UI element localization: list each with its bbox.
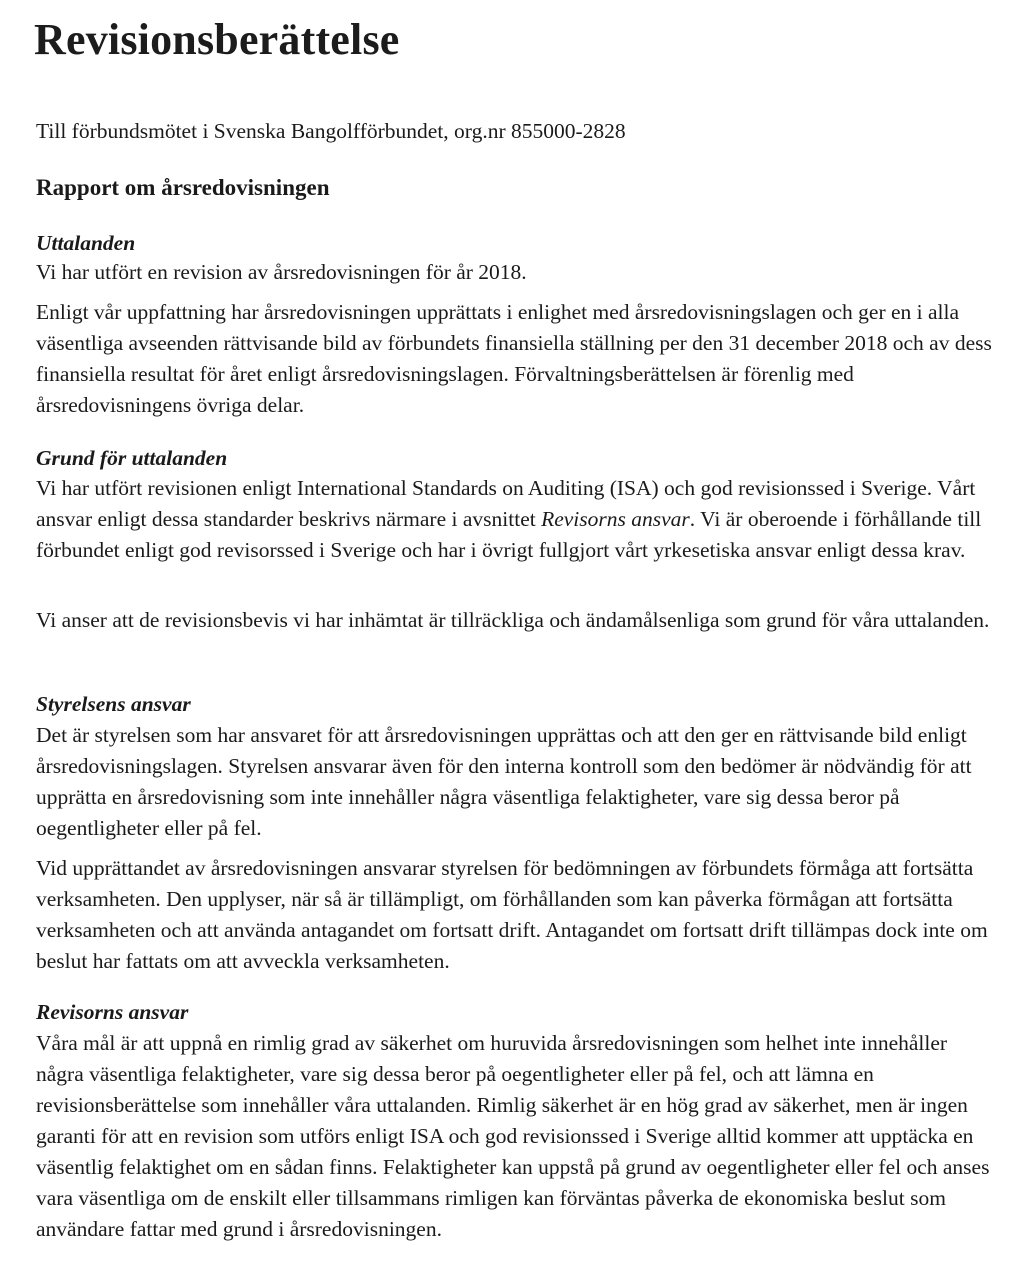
section-heading-grund: Grund för uttalanden: [36, 446, 228, 470]
paragraph: [36, 473, 996, 566]
paragraph: Vi anser att de revisionsbevis vi har inhämtat är tillräckliga och ändamålsenliga som grund för våra uttalanden.: [36, 608, 990, 632]
paragraph: Våra mål är att uppnå en rimlig grad av säkerhet om huruvida årsredovisningen som helhet inte innehåller några väsentliga felaktigheter, vare sig dessa beror på oegentligheter eller på fel, och att lämna en revisionsberättelse som innehåller våra uttalanden. Rimlig säkerhet är en hög grad av säkerhet, men är ingen garanti för att en revision som utförs enligt ISA och god revisionssed i Sverige alltid kommer att upptäcka en väsentlig felaktighet om en sådan finns. Felaktigheter kan uppstå på grund av oegentligheter eller fel och anses vara väsentliga om de enskilt eller tillsammans rimligen kan förväntas påverka de ekonomiska beslut som användare fattar med grund i årsredovisningen.: [36, 1031, 990, 1241]
section-heading-styrelsens-ansvar: Styrelsens ansvar: [36, 692, 191, 716]
section-reference: Revisorns ansvar: [541, 507, 690, 531]
recipient-line: Till förbundsmötet i Svenska Bangolfförbundet, org.nr 855000-2828: [36, 119, 626, 143]
section-heading-uttalanden: Uttalanden: [36, 231, 136, 255]
paragraph: Vid upprättandet av årsredovisningen ansvarar styrelsen för bedömningen av förbundets förmåga att fortsätta verksamheten. Den upplyser, när så är tillämpligt, om förhållanden som kan påverka förmågan att fortsätta verksamheten och att använda antagandet om fortsatt drift. Antagandet om fortsatt drift tillämpas dock inte om beslut har fattats om att avveckla verksamheten.: [36, 856, 988, 973]
paragraph: Det är styrelsen som har ansvaret för att årsredovisningen upprättas och att den ger en rättvisande bild enligt årsredovisningslagen. Styrelsen ansvarar även för den interna kontroll som den bedömer är nödvändig för att upprätta en årsredovisning som inte innehåller några väsentliga felaktigheter, vare sig dessa beror på oegentligheter eller på fel.: [36, 723, 972, 840]
report-heading: Rapport om årsredovisningen: [36, 175, 330, 200]
paragraph-text: Vi har utfört revisionen enligt International Standards on Auditing (ISA) och god revisionssed i Sverige. Vårt ansvar enligt dessa standarder beskrivs närmare i avsnittet: [36, 476, 976, 531]
paragraph-text: . Vi är oberoende i förhållande till förbundet enligt god revisorssed i Sverige och har i övrigt fullgjort vårt yrkesetiska ansvar enligt dessa krav.: [36, 507, 982, 562]
section-heading-revisorns-ansvar: Revisorns ansvar: [36, 1000, 189, 1024]
document-title: Revisionsberättelse: [34, 15, 400, 64]
paragraph: Vi har utfört en revision av årsredovisningen för år 2018.: [36, 260, 527, 284]
paragraph: Enligt vår uppfattning har årsredovisningen upprättats i enlighet med årsredovisningslagen och ger en i alla väsentliga avseenden rättvisande bild av förbundets finansiella ställning per den 31 december 2018 och av dess finansiella resultat för året enligt årsredovisningslagen. Förvaltningsberättelsen är förenlig med årsredovisningens övriga delar.: [36, 300, 992, 417]
